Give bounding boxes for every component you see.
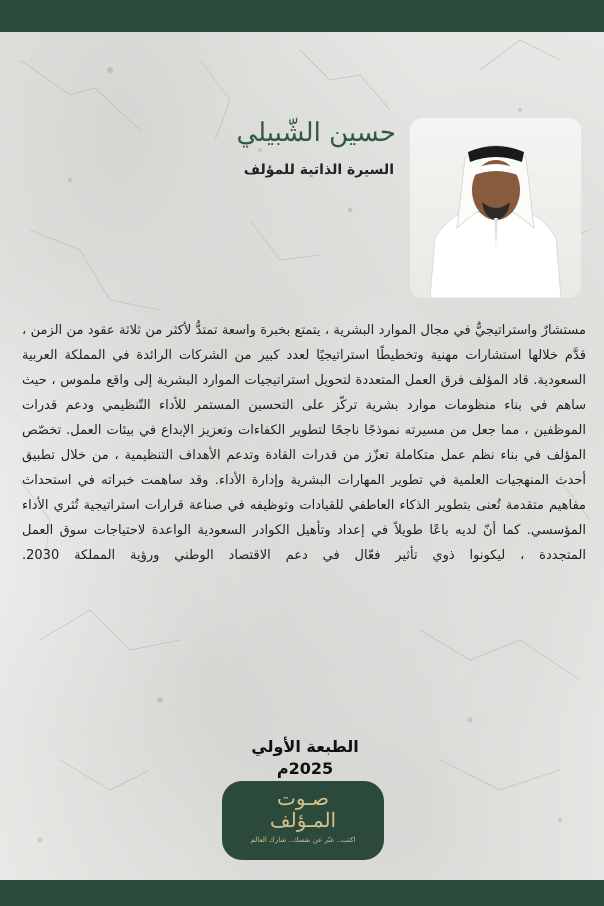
edition-block (200, 736, 410, 780)
author-photo (410, 118, 581, 298)
edition-label: الطبعة الأولي (251, 737, 359, 756)
author-bio-paragraph: مستشارٌ واستراتيجيٌّ في مجال الموارد البشرية ، يتمتع بخبرة واسعة تمتدُّ لأكثر من ثلاثة عقود من الزمن ، قدَّم خلالها استشارات مهنية وتخطيطًا استراتيجيًا لعدد كبير من الشركات الرائدة في المملكة العربية السعودية. قاد المؤلف فرق العمل المتعددة لتحويل استراتيجيات الموارد البشرية إلى واقع ملموس ، حيث ساهم في بناء منظومات موارد بشرية تركّز على التحسين المستمر للأداء التّنظيمي ودعم قدرات الموظفين ، مما جعل من مسيرته نموذجًا ناجحًا لتطوير الكفاءات وتعزيز الإبداع في بيئات العمل. تخصّص المؤلف في بناء نظم عمل متكاملة تعزّز من قدرات القادة وتدعم الأهداف التنظيمية ، من خلال تطبيق أحدث المنهجيات العلمية في تطوير المهارات البشرية وإدارة الأداء. وقد ساهمت خبراته في استحداث مفاهيم متقدمة تُعنى بتطوير الذكاء العاطفي للقيادات وتوظيفه في صناعة قرارات استراتيجية تُثري الأداء المؤسسي. كما أنّ لديه باعًا طويلاً في إعداد وتأهيل الكوادر السعودية الواعدة لاحتياجات سوق العمل المتجددة ، ليكونوا ذوي تأثير فعّال في دعم الاقتصاد الوطني ورؤية المملكة 2030. (22, 323, 586, 563)
publisher-logo (222, 781, 384, 860)
bottom-banner (0, 880, 604, 906)
author-portrait-illustration (410, 118, 581, 298)
logo-line-2: المـؤلف (269, 808, 337, 832)
bio-subtitle: السيرة الذاتية للمؤلف (243, 162, 394, 178)
logo-line-1: صـوت (276, 786, 329, 810)
top-banner (0, 0, 604, 32)
author-name: حسين الشّبيلي (236, 118, 396, 148)
logo-tagline: اكتب.. عبّر عن نفسك.. شارك العالم (250, 836, 356, 844)
edition-year: 2025م (276, 759, 334, 778)
